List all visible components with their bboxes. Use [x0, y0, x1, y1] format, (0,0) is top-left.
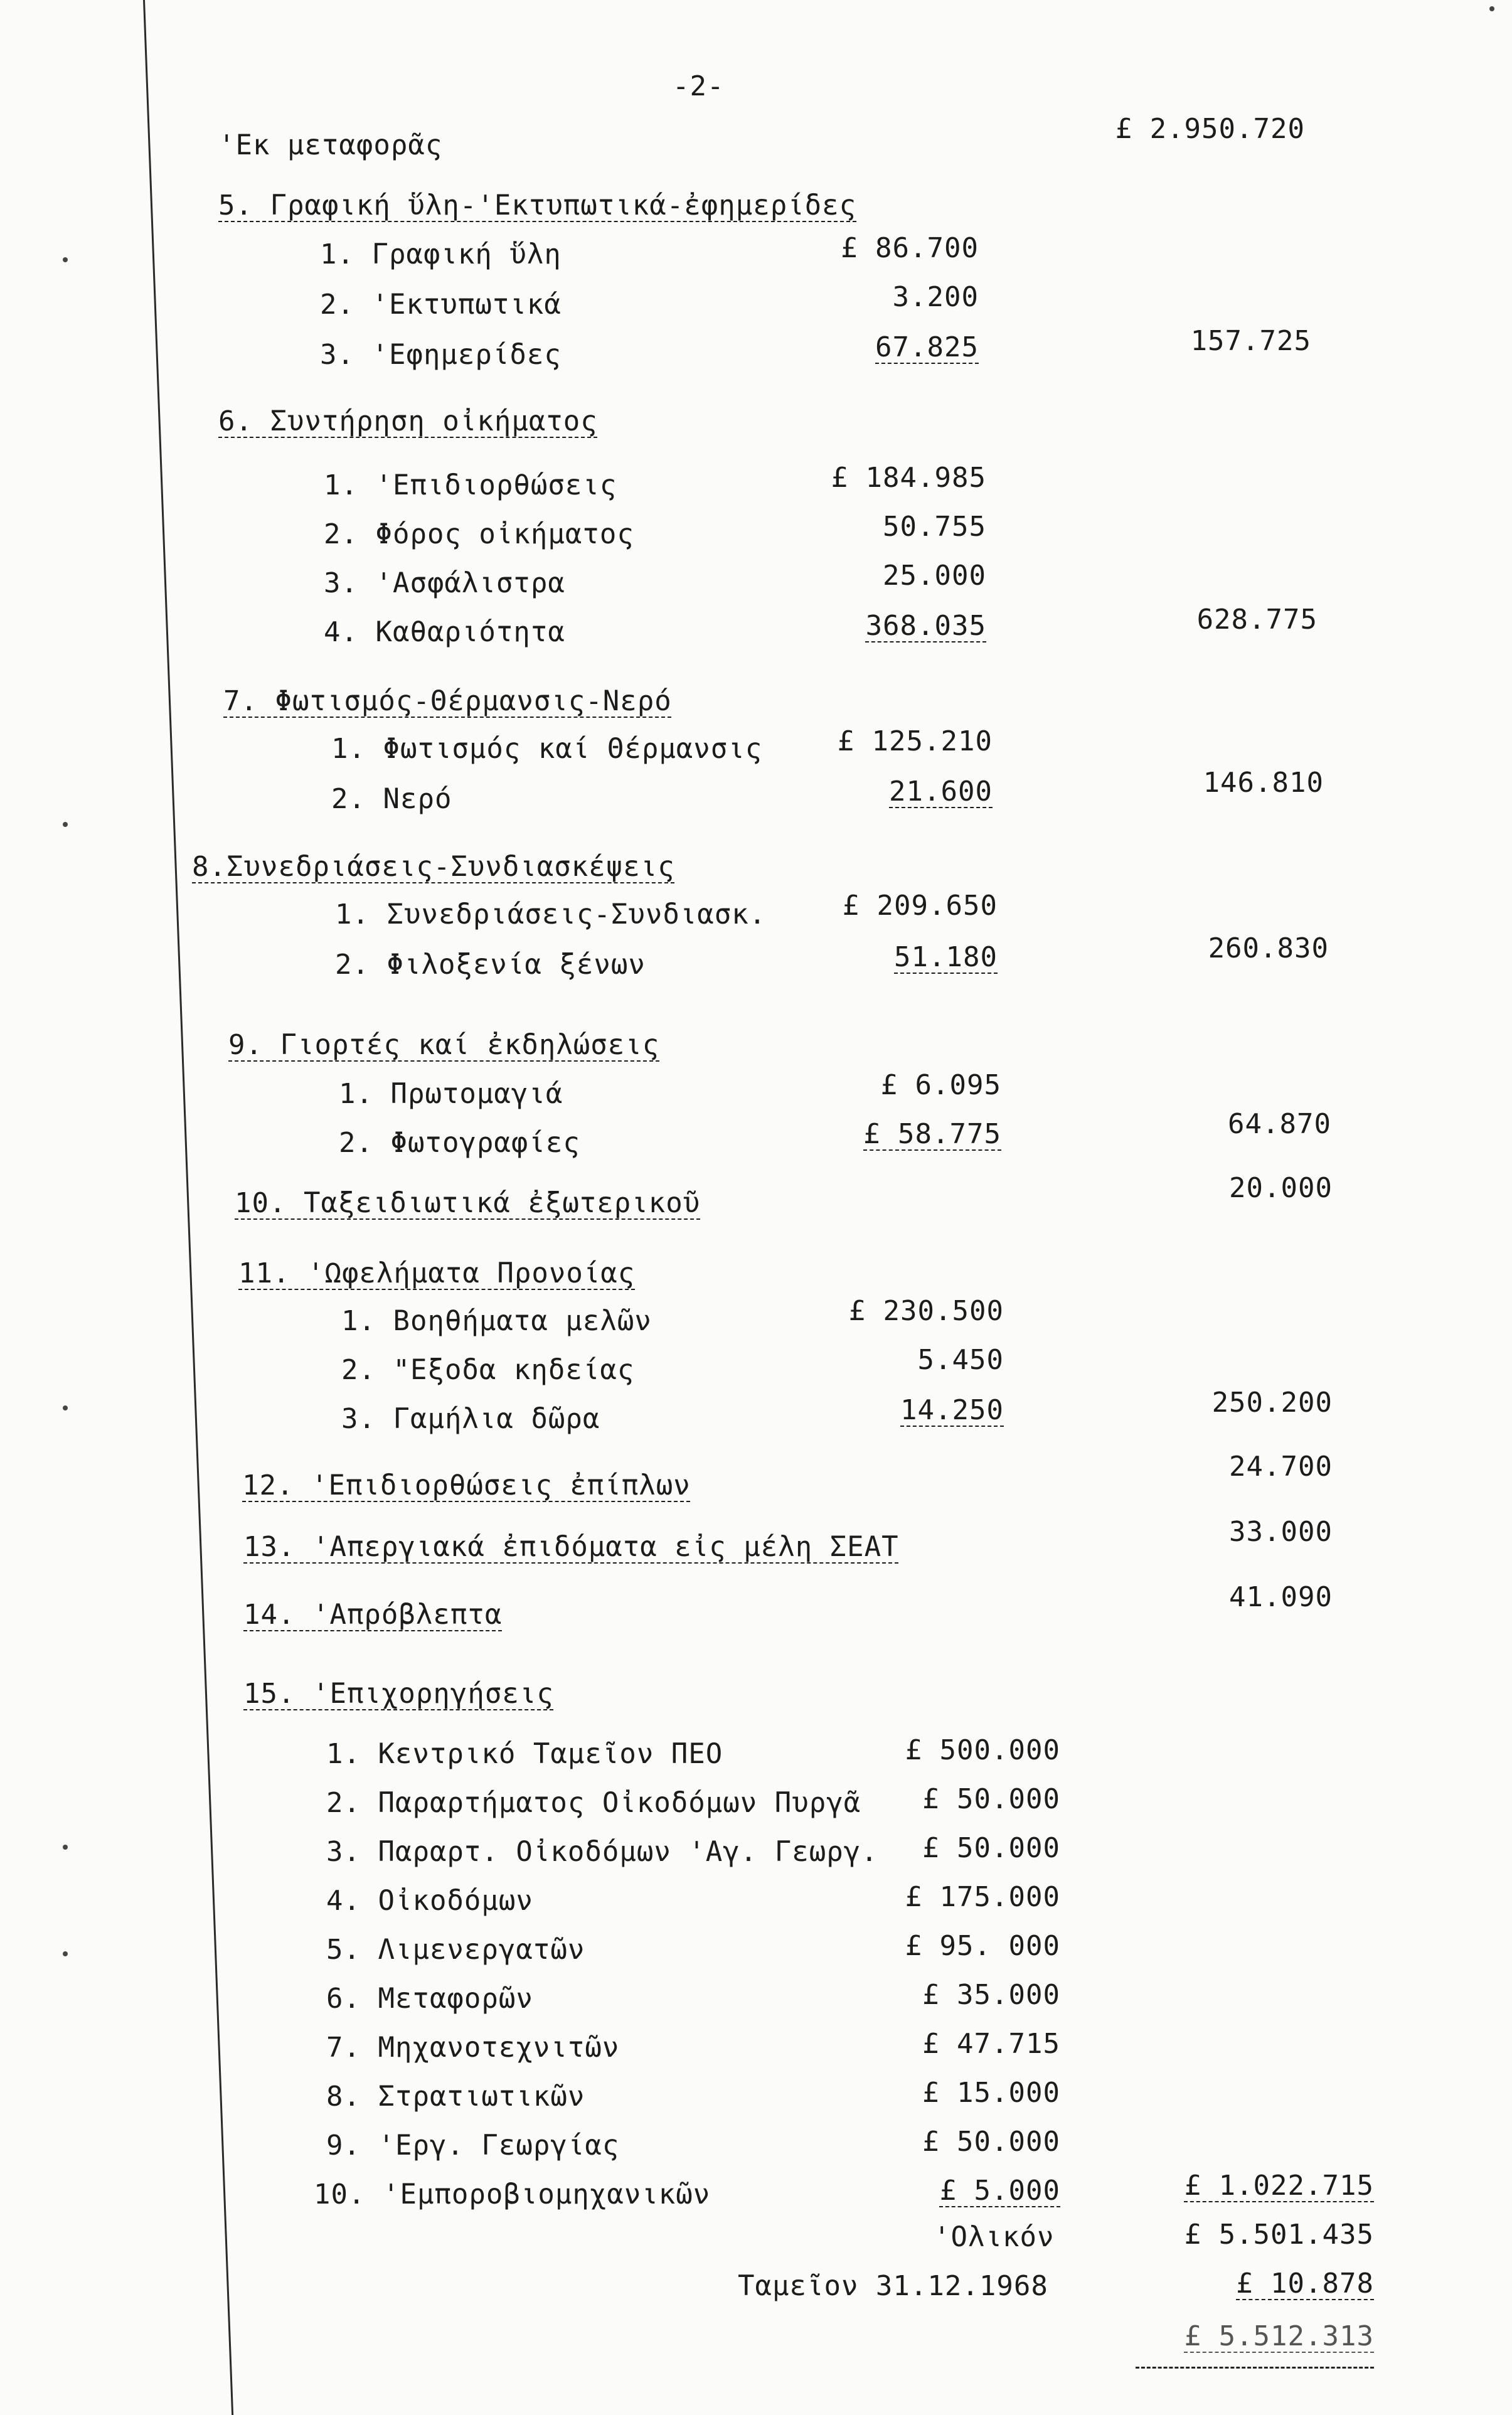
line-item-label: 5. Λιμενεργατῶν: [326, 1934, 585, 1966]
section-total: 20.000: [1229, 1172, 1333, 1204]
line-item-amount: £ 125.210: [837, 725, 993, 757]
section-heading: 9. Γιορτές καί ἐκδηλώσεις: [228, 1029, 660, 1061]
line-item-amount: £ 15.000: [922, 2077, 1060, 2109]
scan-speck: [63, 1951, 68, 1956]
carried-forward-total: £ 2.950.720: [1115, 113, 1305, 145]
line-item-label: 1. Γραφική ὕλη: [320, 238, 562, 270]
line-item-label: 1. Συνεδριάσεις-Συνδιασκ.: [335, 898, 767, 930]
scan-speck: [63, 1845, 68, 1850]
line-item-label: 3. 'Ασφάλιστρα: [324, 567, 565, 599]
section-heading: 14. 'Απρόβλεπτα: [243, 1599, 503, 1631]
line-item-label: 2. 'Εκτυπωτικά: [320, 289, 562, 321]
line-item-amount: 3.200: [892, 281, 979, 313]
line-item-label: 7. Μηχανοτεχνιτῶν: [326, 2032, 620, 2064]
line-item-amount: £ 47.715: [922, 2028, 1060, 2060]
line-item-amount: 50.755: [883, 511, 986, 543]
section-total: 260.830: [1208, 932, 1329, 964]
section-heading: 7. Φωτισμός-Θέρμανσις-Νερό: [223, 685, 672, 717]
line-item-amount: £ 184.985: [831, 462, 986, 494]
section-total: 33.000: [1229, 1516, 1333, 1548]
total-value: £ 5.501.435: [1184, 2219, 1374, 2251]
section-total: 146.810: [1203, 767, 1324, 799]
scan-speck: [63, 822, 68, 827]
section-total: 250.200: [1211, 1387, 1333, 1419]
section-total: 157.725: [1190, 325, 1311, 357]
line-item-amount: £ 6.095: [880, 1069, 1001, 1101]
line-item-amount: £ 175.000: [905, 1881, 1060, 1913]
section-heading: 15. 'Επιχορηγήσεις: [243, 1678, 554, 1710]
section-total: 628.775: [1196, 604, 1318, 636]
line-item-label: 1. Βοηθήματα μελῶν: [341, 1305, 652, 1337]
section-heading: 8.Συνεδριάσεις-Συνδιασκέψεις: [192, 851, 675, 883]
line-item-amount: 21.600: [889, 776, 993, 808]
line-item-label: 1. Πρωτομαγιά: [339, 1078, 563, 1110]
grand-total: £ 5.512.313: [1184, 2320, 1374, 2352]
line-item-amount: 14.250: [900, 1394, 1004, 1426]
line-item-label: 1. 'Επιδιορθώσεις: [324, 469, 617, 501]
section-heading: 12. 'Επιδιορθώσεις ἐπίπλων: [242, 1469, 691, 1501]
line-item-label: 4. Καθαριότητα: [324, 616, 565, 648]
line-item-label: 8. Στρατιωτικῶν: [326, 2081, 585, 2113]
line-item-amount: £ 230.500: [848, 1295, 1004, 1327]
line-item-amount: 51.180: [894, 941, 998, 973]
line-item-label: 9. 'Εργ. Γεωργίας: [326, 2130, 620, 2162]
line-item-amount: 368.035: [865, 610, 986, 642]
section-heading: 6. Συντήρηση οἰκήματος: [218, 405, 598, 437]
line-item-label: 1. Φωτισμός καί Θέρμανσις: [331, 733, 763, 765]
section-total: 24.700: [1229, 1451, 1333, 1483]
line-item-amount: £ 209.650: [842, 890, 998, 922]
line-item-label: 2. "Εξοδα κηδείας: [341, 1354, 635, 1386]
page-number: -2-: [673, 70, 725, 102]
line-item-amount: £ 5.000: [939, 2175, 1060, 2207]
section-heading: 11. 'Ωφελήματα Προνοίας: [238, 1257, 636, 1289]
section-heading: 5. Γραφική ὕλη-'Εκτυπωτικά-ἐφημερίδες: [218, 189, 857, 221]
line-item-amount: £ 35.000: [922, 1979, 1060, 2011]
line-item-label: 2. Παραρτήματος Οἰκοδόμων Πυργᾶ: [326, 1787, 861, 1819]
line-item-label: 6. Μεταφορῶν: [326, 1983, 533, 2015]
line-item-amount: £ 50.000: [922, 1832, 1060, 1864]
line-item-label: 3. Παραρτ. Οἰκοδόμων 'Αγ. Γεωργ.: [326, 1836, 878, 1868]
line-item-amount: £ 86.700: [841, 232, 979, 264]
line-item-label: 1. Κεντρικό Ταμεῖον ΠΕΟ: [326, 1738, 723, 1770]
scan-speck: [63, 1405, 68, 1410]
line-item-label: 4. Οἰκοδόμων: [326, 1885, 533, 1917]
scan-speck: [1489, 6, 1494, 11]
line-item-amount: £ 58.775: [863, 1118, 1001, 1150]
margin-rule: [143, 0, 233, 2415]
line-item-label: 3. Γαμήλια δῶρα: [341, 1403, 600, 1435]
line-item-amount: £ 95. 000: [905, 1930, 1060, 1962]
scan-speck: [63, 257, 68, 262]
line-item-label: 2. Νερό: [331, 783, 452, 815]
cash-value: £ 10.878: [1236, 2268, 1374, 2300]
line-item-amount: £ 50.000: [922, 2126, 1060, 2158]
line-item-amount: 5.450: [917, 1344, 1004, 1376]
section-heading: 13. 'Απεργιακά ἐπιδόματα εἰς μέλη ΣΕΑΤ: [243, 1531, 899, 1563]
section-total: 64.870: [1228, 1108, 1331, 1140]
line-item-label: 2. Φωτογραφίες: [339, 1127, 580, 1159]
carried-forward-label: 'Εκ μεταφορᾶς: [218, 129, 443, 161]
line-item-label: 2. Φιλοξενία ξένων: [335, 949, 646, 981]
section-total: £ 1.022.715: [1184, 2170, 1374, 2202]
double-underline: [1136, 2367, 1374, 2369]
total-label: 'Ολικόν: [934, 2221, 1055, 2253]
line-item-amount: 25.000: [883, 560, 986, 592]
cash-label: Ταμεῖον 31.12.1968: [738, 2270, 1048, 2302]
line-item-label: 2. Φόρος οἰκήματος: [324, 518, 634, 550]
section-total: 41.090: [1229, 1581, 1333, 1613]
line-item-label: 10. 'Εμποροβιομηχανικῶν: [314, 2178, 711, 2210]
section-heading: 10. Ταξειδιωτικά ἐξωτερικοῦ: [235, 1187, 701, 1219]
line-item-amount: 67.825: [875, 331, 979, 363]
line-item-amount: £ 500.000: [905, 1734, 1060, 1766]
line-item-amount: £ 50.000: [922, 1783, 1060, 1815]
line-item-label: 3. 'Εφημερίδες: [320, 339, 562, 371]
